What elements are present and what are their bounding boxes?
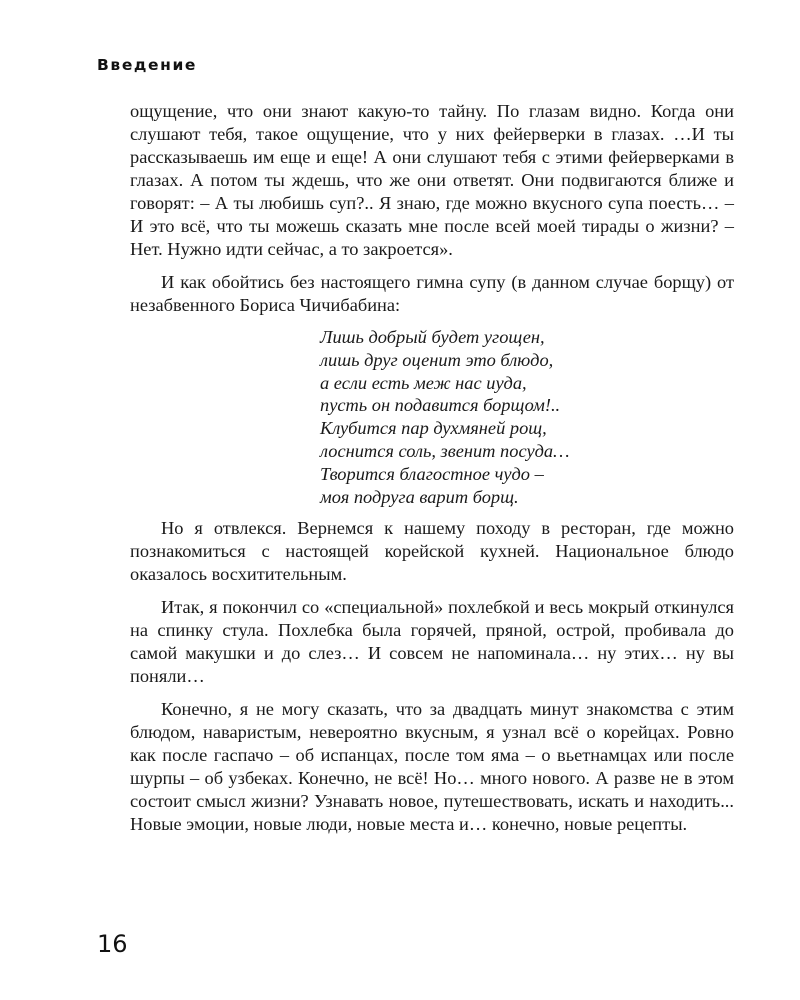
page-number: 16 [97,930,128,958]
poem-line: Лишь добрый будет угощен, [320,327,545,347]
poem-line: а если есть меж нас иуда, [320,372,527,393]
running-head: Введение [97,56,198,74]
poem-line: Творится благостное чудо – [320,463,544,484]
poem-line: моя подруга варит борщ. [320,486,519,507]
poem-line: Клубится пар духмяней рощ, [320,418,547,439]
paragraph-4: Итак, я покончил со «специальной» похлебкой и весь мокрый откинулся на спинку стула. Похлебка была горячей, пряной, острой, пробивала до самой макушки и до слез… И совсем не напоминала… ну этих… ну вы поняли… [130,597,734,687]
body-text [130,100,734,836]
paragraph-2: И как обойтись без настоящего гимна супу (в данном случае борщу) от незабвенного Бориса Чичибабина: [130,272,734,315]
paragraph-3: Но я отвлекся. Вернемся к нашему походу в ресторан, где можно познакомиться с настоящей корейской кухней. Национальное блюдо оказалось восхитительным. [130,518,734,585]
poem-line: пусть он подавится борщом!.. [320,395,561,416]
poem-stanza [320,326,734,508]
poem-line: лоснится соль, звенит посуда… [320,440,570,461]
paragraph-5: Конечно, я не могу сказать, что за двадцать минут знакомства с этим блюдом, наваристым, невероятно вкусным, я узнал всё о корейцах. Ровно как после гаспачо – об испанцах, после том яма – о вьетнамцах или после шурпы – об узбеках. Конечно, не всё! Но… много нового. А разве не в этом состоит смысл жизни? Узнавать новое, путешествовать, искать и находить... Новые эмоции, новые люди, новые места и… конечно, новые рецепты. [130,699,734,835]
poem-line: лишь друг оценит это блюдо, [320,349,554,370]
paragraph-1: ощущение, что они знают какую-то тайну. По глазам видно. Когда они слушают тебя, такое ощущение, что у них фейерверки в глазах. …И ты рассказываешь им еще и еще! А они слушают тебя с этими фейерверками в глазах. А потом ты ждешь, что же они ответят. Они подвигаются ближе и говорят: – А ты любишь суп?.. Я знаю, где можно вкусного супа поесть… – И это всё, что ты можешь сказать мне после всей моей тирады о жизни? – Нет. Нужно идти сейчас, а то закроется». [130,101,734,259]
